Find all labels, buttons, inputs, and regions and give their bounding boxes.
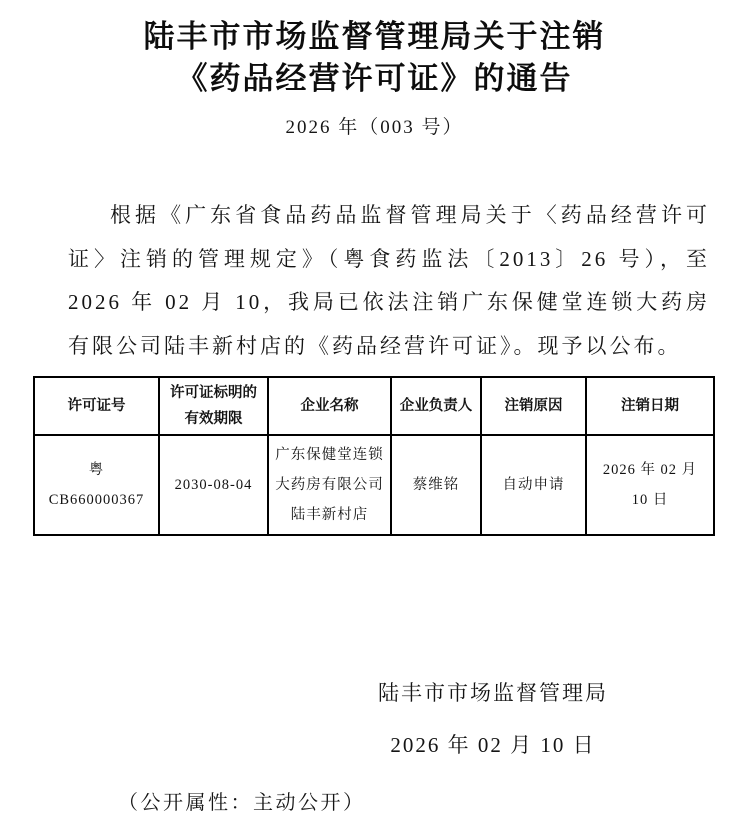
body-paragraph: 根据《广东省食品药品监督管理局关于〈药品经营许可证〉注销的管理规定》（粤食药监法〔2013〕26 号），至 2026 年 02 月 10，我局已依法注销广东保健堂连锁大药房有限公司陆丰新村店的《药品经营许可证》。现予以公布。 — [68, 203, 710, 358]
license-cancellation-table — [33, 376, 715, 536]
signature-block — [338, 678, 648, 760]
cell-person-in-charge: 蔡维铭 — [391, 435, 481, 535]
cell-valid-until: 2030-08-04 — [159, 435, 268, 535]
signature-date: 2026 年 02 月 10 日 — [390, 733, 596, 757]
page-title-line2: 《药品经营许可证》的通告 — [176, 61, 573, 96]
header-cell-license-no: 许可证号 — [34, 377, 159, 435]
title-block — [0, 16, 749, 100]
header-cell-company-name: 企业名称 — [268, 377, 391, 435]
cell-company-name: 广东保健堂连锁大药房有限公司陆丰新村店 — [268, 435, 391, 535]
header-cell-valid-until: 许可证标明的有效期限 — [159, 377, 268, 435]
table-row — [34, 435, 714, 535]
cell-license-no: 粤 CB660000367 — [34, 435, 159, 535]
issue-number: 2026 年（003 号） — [285, 117, 464, 138]
header-cell-cancel-date: 注销日期 — [586, 377, 714, 435]
table-header-row — [34, 377, 714, 435]
cell-cancel-reason: 自动申请 — [481, 435, 586, 535]
cell-cancel-date: 2026 年 02 月 10 日 — [586, 435, 714, 535]
page-title-line1: 陆丰市市场监督管理局关于注销 — [143, 19, 606, 54]
header-cell-person-in-charge: 企业负责人 — [391, 377, 481, 435]
header-cell-cancel-reason: 注销原因 — [481, 377, 586, 435]
disclosure-note: （公开属性：主动公开） — [118, 792, 366, 814]
signature-agency: 陆丰市市场监督管理局 — [378, 681, 608, 705]
